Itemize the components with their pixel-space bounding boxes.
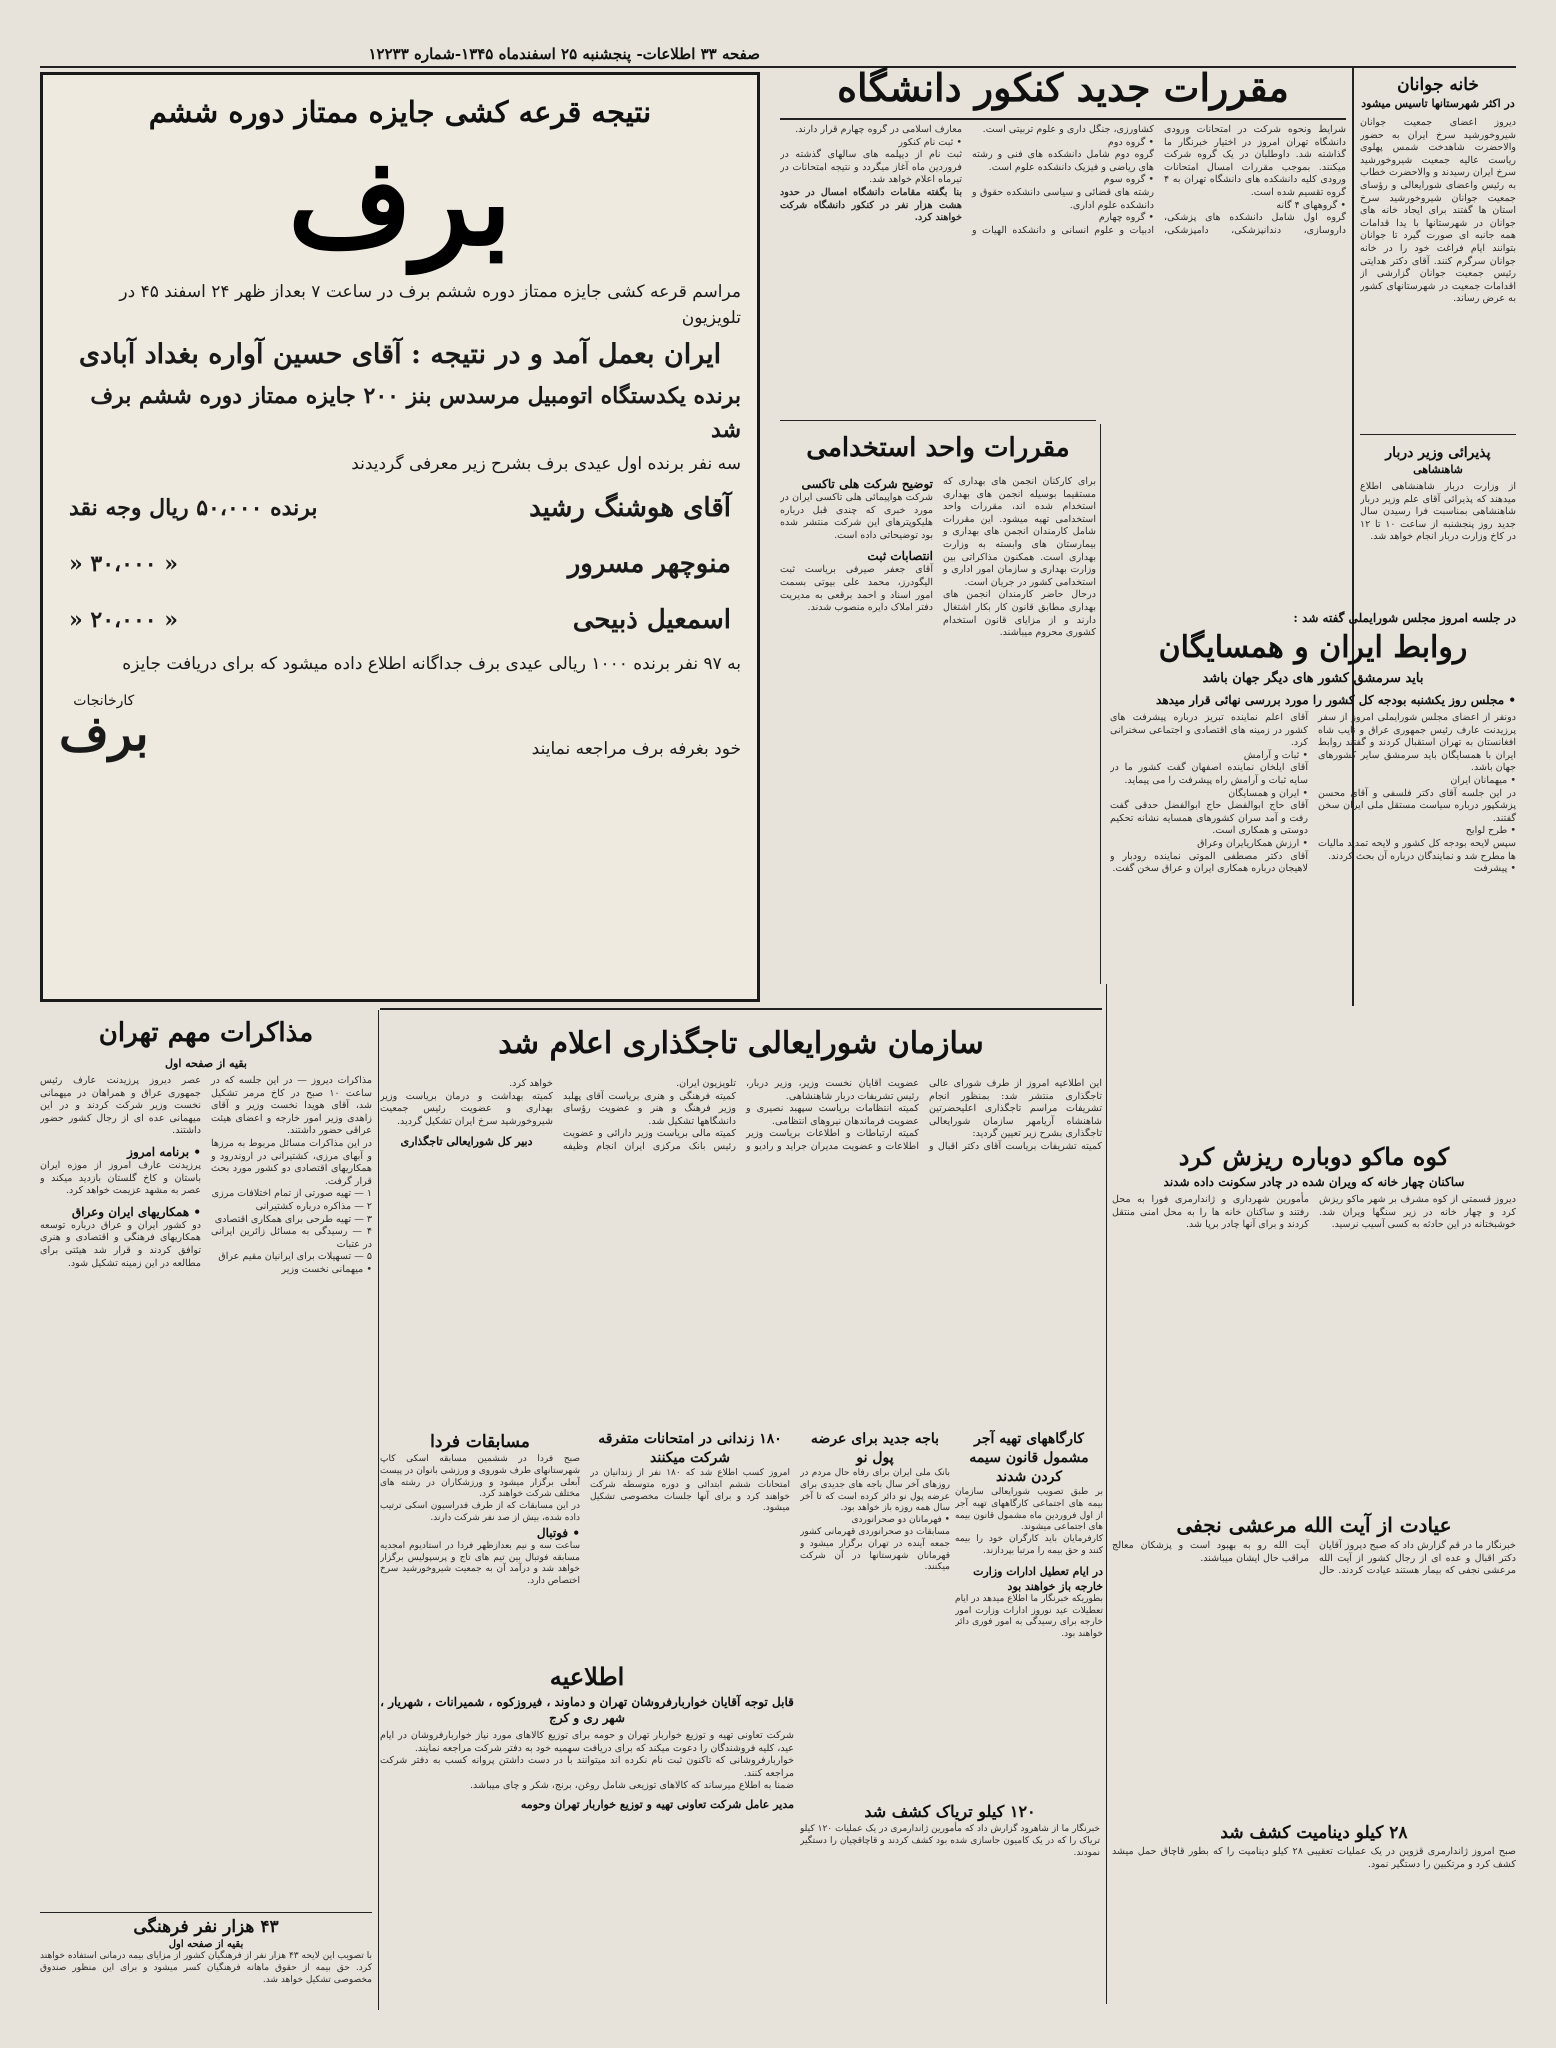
headline: ۱۲۰ کیلو تریاک کشف شد <box>864 1802 1036 1821</box>
winner-name: منوچهر مسرور <box>567 549 731 579</box>
article-signature: دبیر کل شورایعالی تاجگذاری <box>400 1135 533 1149</box>
article-lead: بقیه از صفحه اول <box>168 1939 244 1950</box>
article-university-title <box>780 60 1346 116</box>
ad-closing: خود بغرفه برف مراجعه نمایند <box>531 739 741 759</box>
ad-winner-3 <box>69 595 731 645</box>
ad-winner-1 <box>69 483 731 533</box>
article-body: خبرنگار ما از شاهرود گزارش داد که مأمورین ژاندارمری در یک عملیات ۱۲۰ کیلو تریاک را که در یک کامیون جاسازی شده بود کشف کردند و قاچاقچیان را دستگیر نمودند. <box>800 1824 1100 1858</box>
article-columns <box>1110 712 1516 876</box>
barf-advertisement <box>40 72 760 1002</box>
article-body: دونفر از اعضای مجلس شورایملی امروز از سفر پرزیدنت عارف رئیس جمهوری عراق و نایب شاه افغانستان به تهران استقبال کردند و گفتند روابط ایران با همسایگان باید سرمشق سایر کشورهای جهان باشد. • میهمانان ایران در این جلسه آقای دکتر فلسفی و آقای محسن پزشکپور درباره سیاست مستقل ملی ایران سخن گفتند. • طرح لوایح سپس لایحه بودجه کل کشور و لایحه تمدید مالیات ها مطرح شد و نمایندگان درباره آن بحث کردند. • پیشرفت آقای اعلم نماینده تبریز درباره پیشرفت های کشور در زمینه های اقتصادی و اجتماعی سخنرانی کرد. • ثبات و آرامش آقای ایلخان نماینده اصفهان گفت کشور ما در سایه ثبات و آرامش راه پیشرفت را می پیماید. • ایران و همسایگان آقای حاج ابوالفضل حاج ابوالفضل حدقی گفت رفت و آمد سران کشورهای همسایه نشانه تحکیم دوستی و همکاری است. • ارزش همکاریایران وعراق آقای دکتر مصطفی الموتی نماینده رودبار و لاهیجان درباره همکاری ایران و عراق سخن گفت. <box>1110 712 1516 875</box>
article-stats: بنا بگفته مقامات دانشگاه امسال در حدود هشت هزار نفر در کنکور دانشگاه شرکت خواهند کرد. <box>780 186 962 224</box>
ad-company-brand: برف <box>59 706 149 762</box>
article-body: شرایط ونحوه شرکت در امتحانات ورودی دانشگاه تهران امروز در اختیار خبرنگار ما گذاشته شد. داوطلبان در یک گروه شرکت میکنند. بموجب مقررات امسال امتحانات ورودی کلیه دانشکده های دانشگاه تهران به ۴ گروه تقسیم شده است. • گروههای ۴ گانه گروه اول شامل دانشکده های پزشکی، داروسازی، دندانپزشکی، دامپزشکی، کشاورزی، جنگل داری و علوم تربیتی است. • گروه دوم گروه دوم شامل دانشکده های فنی و رشته های ریاضی و فیزیک دانشکده علوم است. • گروه سوم رشته های قضائی و سیاسی دانشکده حقوق و دانشکده علوم اداری. • گروه چهارم ادبیات و علوم انسانی و دانشکده الهیات و معارف اسلامی در گروه چهارم قرار دارند. • ثبت نام کنکور ثبت نام از دیپلمه های سالهای گذشته در فروردین ماه آغاز میگردد و نتیجه امتحانات در تیرماه اعلام خواهد شد. <box>780 124 1346 236</box>
article-body: ساعت سه و نیم بعدازظهر فردا در استادیوم امجدیه مسابقه فوتبال بین تیم های تاج و پرسپولیس برگزار خواهد شد و درآمد آن به جمعیت شیروخورشید سرخ اختصاص دارد. <box>380 1540 580 1587</box>
winner-name: آقای هوشنگ رشید <box>529 493 731 523</box>
article-columns <box>40 1075 372 1277</box>
article-notice <box>380 1660 794 1930</box>
article-prisoner-exams <box>590 1430 790 1650</box>
article-body: دو کشور ایران و عراق درباره توسعه همکاریهای فرهنگی و اقتصادی و هنری توافق کردند و قرار شد هیئتی برای مطالعه در این زمینه تشکیل شود. <box>40 1219 201 1269</box>
headline: ۲۸ کیلو دینامیت کشف شد <box>1220 1823 1408 1843</box>
article-new-money <box>800 1430 950 1790</box>
article-employment-title <box>780 424 1096 472</box>
article-body: شرکت تعاونی تهیه و توزیع خواربار تهران و حومه برای توزیع کالاهای مورد نیاز خواربارفروشان در ایام عید، کلیه فروشندگان را دعوت میکند که برای دریافت سهمیه خود به دفتر شرکت مراجعه نمایند. خواربارفروشانی که تاکنون ثبت نام نکرده اند میتوانند با در دست داشتن پروانه کسب به دفتر شرکت مراجعه کنند. ضمنا به اطلاع میرساند که کالاهای توزیعی شامل روغن، برنج، شکر و چای میباشد. <box>380 1730 794 1792</box>
article-columns <box>1112 1540 1516 1578</box>
article-tehran-talks <box>40 1010 372 1910</box>
subheadline: در اکثر شهرستانها تاسیس میشود <box>1361 97 1515 110</box>
headline: سازمان شورایعالی تاجگذاری اعلام شد <box>498 1026 984 1061</box>
headline: ۱۸۰ زندانی در امتحانات متفرقه شرکت میکنند <box>598 1431 782 1466</box>
column-rule <box>378 1010 379 2010</box>
article-body: صبح امروز ژاندارمری قزوین در یک عملیات تعقیبی ۲۸ کیلو دینامیت را که بطور قاچاق حمل میشد کشف کرد و مرتکبین را دستگیر نمود. <box>1112 1846 1516 1870</box>
headline: پذیرائی وزیر دربار <box>1385 445 1491 461</box>
ad-others: به ۹۷ نفر برنده ۱۰۰۰ ریالی عیدی برف جداگانه اطلاع داده میشود که برای دریافت جایزه <box>122 654 741 674</box>
headline: روابط ایران و همسایگان <box>1158 630 1468 665</box>
ad-grand-prize: برنده یکدستگاه اتومبیل مرسدس بنز ۲۰۰ جایزه ممتاز دوره ششم برف شد <box>90 383 741 443</box>
article-workshops <box>955 1430 1103 1830</box>
article-lead: بقیه از صفحه اول <box>165 1057 247 1070</box>
headline: خانه جوانان <box>1397 75 1479 95</box>
article-competition <box>380 1430 580 1650</box>
subheadline: توضیح شرکت هلی تاکسی <box>801 477 933 491</box>
page-header: صفحه ۳۳ اطلاعات- پنجشنبه ۲۵ اسفندماه ۱۳۴۵-شماره ۱۲۲۳۳ <box>368 45 760 63</box>
article-body: مذاکرات دیروز — در این جلسه که در ساعت ۱۰ صبح در کاخ مرمر تشکیل شد، آقای هویدا نخست وزیر و آقای زاهدی وزیر امور خارجه و اعضای هیئت عراقی حضور داشتند. در این مذاکرات مسائل مربوط به مرزها و آبهای مرزی، کشتیرانی در اروندرود و همکاریهای اقتصادی دو کشور مورد بحث قرار گرفت. ۱ — تهیه صورتی از تمام اختلافات مرزی ۲ — مذاکره درباره کشتیرانی ۳ — تهیه طرحی برای همکاری اقتصادی ۴ — رسیدگی به مسائل زائرین ایرانی در عتبات ۵ — تسهیلات برای ایرانیان مقیم عراق • میهمانی نخست وزیر عصر دیروز پرزیدنت عارف رئیس جمهوری عراق و همراهان در میهمانی نخست وزیر شرکت کردند و در این میهمانی عده ای از رجال کشور حضور داشتند. <box>40 1075 372 1275</box>
winner-amount: « ۲۰،۰۰۰ « <box>69 607 179 633</box>
subheadline: باید سرمشق کشور های دیگر جهان باشد <box>1202 671 1424 686</box>
article-intro: در جلسه امروز مجلس شورایملی گفته شد : <box>1293 611 1516 625</box>
article-body: با تصویب این لایحه ۴۳ هزار نفر از فرهنگیان کشور از مزایای بیمه درمانی استفاده خواهند کرد. حق بیمه از حقوق ماهانه فرهنگیان کسر میشود و برای این منظور صندوق مخصوصی تشکیل خواهد شد. <box>40 1951 372 1985</box>
subheadline: قابل توجه آقایان خواربارفروشان تهران و دماوند ، فیروزکوه ، شمیرانات ، شهریار ، شهر ری و کرج <box>380 1695 794 1725</box>
article-body: دیروز قسمتی از کوه مشرف بر شهر ماکو ریزش کرد و چهار خانه در زیر سنگها ویران شد. خوشبختانه در این حادثه به کسی آسیب نرسید. مأمورین شهرداری و ژاندارمری فورا به محل رفتند و ساکنان خانه ها را به محل امنی منتقل کردند و برای آنها چادر برپا شد. <box>1112 1194 1516 1231</box>
subheadline: • مجلس روز یکشنبه بودجه کل کشور را مورد بررسی نهائی قرار میدهد <box>1156 693 1516 707</box>
headline: کارگاههای تهیه آجر مشمول قانون سیمه کردن شدند <box>969 1431 1089 1485</box>
article-youth-house <box>1360 74 1516 424</box>
section-rule <box>40 1912 372 1913</box>
subheadline: در ایام تعطیل ادارات وزارت خارجه باز خواهند بود <box>973 1564 1103 1593</box>
headline: مذاکرات مهم تهران <box>98 1018 314 1048</box>
article-body: شرکت هواپیمائی هلی تاکسی ایران در مورد خبری که چندی قبل درباره هلیکوپترهای این شرکت منتشر شده بود توضیحاتی داده است. <box>780 492 933 541</box>
ad-winner-2 <box>69 539 731 589</box>
notice-signature: مدیر عامل شرکت تعاونی تهیه و توزیع خواربار تهران وحومه <box>520 1797 794 1811</box>
subheadline: ساکنان چهار خانه که ویران شده در چادر سکونت داده شدند <box>1163 1175 1465 1189</box>
article-body: بطوریکه خبرنگار ما اطلاع میدهد در ایام تعطیلات عید نوروز ادارات وزارت امور خارجه برای رسیدگی به امور فوری دائر خواهند بود. <box>955 1593 1103 1640</box>
headline: کوه ماکو دوباره ریزش کرد <box>1178 1142 1450 1171</box>
article-body: بر طبق تصویب شورایعالی سازمان بیمه های اجتماعی کارگاههای تهیه آجر از اول فروردین ماه مشمول قانون بیمه های اجتماعی میشوند. کارفرمایان باید کارگران خود را بیمه کنند و حق بیمه را مرتبا بپردازند. <box>955 1487 1103 1556</box>
ad-result-intro: ایران بعمل آمد و در نتیجه : آقای حسین آواره بغداد آبادی <box>78 339 722 370</box>
ad-runners-intro: سه نفر برنده اول عیدی برف بشرح زیر معرفی گردیدند <box>351 454 741 474</box>
ad-headline: نتیجه قرعه کشی جایزه ممتاز دوره ششم <box>148 95 652 129</box>
article-body: خبرنگار ما در قم گزارش داد که صبح دیروز آقایان دکتر اقبال و عده ای از رجال کشور از آیت الله مرعشی نجفی که بیمار هستند عیادت کردند. حال آیت الله رو به بهبود است و پزشکان معالج مراقب حال ایشان میباشند. <box>1112 1540 1516 1577</box>
headline: مسابقات فردا <box>430 1432 530 1452</box>
column-rule <box>1106 984 1107 2004</box>
article-university <box>780 124 1346 424</box>
title-rule <box>780 118 1346 120</box>
section-rule <box>1360 434 1516 435</box>
ad-brand-logo: برف <box>287 132 512 273</box>
subheadline: شاهنشاهی <box>1413 463 1463 476</box>
winner-name: اسمعیل ذبیحی <box>572 605 731 635</box>
winner-amount: برنده ۵۰،۰۰۰ ریال وجه نقد <box>69 495 318 521</box>
section-rule <box>380 1008 1102 1010</box>
article-culture <box>40 1916 372 2006</box>
ad-company-label: کارخانجات <box>73 693 135 709</box>
article-body: دیروز اعضای جمعیت جوانان شیروخورشید سرخ ایران به حضور والاحضرت شاهدخت شمس پهلوی ریاست عالیه جمعیت شیروخورشید سرخ ایران رسیدند و والاحضرت خطاب به رئیس واعضای شورایعالی و رؤسای جمعیت جوانان شیروخورشید سرخ استان ها گفتند برای ایجاد خانه های جوانان در شهرستانها با یدا قدامات همه جانبه ای صورت گیرد تا جوانان بتوانند ایام فراغت خود را در خانه جوانان سرگرم کنند. آقای دکتر هدایتی رئیس جمعیت جوانان گزارشی از اقدامات جمعیت در شهرستانهای کشور به عرض رساند. <box>1360 117 1516 305</box>
headline: باجه جدید برای عرضه پول نو <box>810 1431 940 1466</box>
ad-ceremony: مراسم قرعه کشی جایزه ممتاز دوره ششم برف در ساعت ۷ بعداز ظهر ۲۴ اسفند ۴۵ در تلویزیون <box>119 282 741 328</box>
article-council <box>380 1078 1102 1428</box>
article-dynamite <box>1112 1820 1516 2000</box>
article-body: از وزارت دربار شاهنشاهی اطلاع میدهند که پذیرائی آقای علم وزیر دربار شاهنشاهی بمناسبت فرا رسیدن سال جدید روز پنجشنبه از ساعت ۱۰ تا ۱۲ در کاخ وزارت دربار انجام خواهد شد. <box>1360 481 1516 543</box>
article-ayatollah <box>1112 1510 1516 1810</box>
subheadline: • فوتبال <box>536 1525 580 1540</box>
winner-amount: « ۳۰،۰۰۰ « <box>69 551 179 577</box>
column-rule <box>1100 424 1101 984</box>
article-makou <box>1112 1140 1516 1500</box>
subheadline: انتصابات ثبت <box>867 549 933 564</box>
article-body: برای کارکنان انجمن های بهداری که مستقیما بوسیله انجمن های بهداری استخدام شده اند، مقررات واحد استخدامی تهیه میشود. این مقررات شامل کارمندان انجمن های بهداری و بیمارستان های وابسته به وزارت بهداری است. همکنون مذاکراتی بین وزارت بهداری و سازمان امور اداری و استخدامی کشور در جریان است. درحال حاضر کارمندان انجمن های بهداری مطابق قانون کار بکار اشتغال دارند و از مزایای قانون استخدام کشوری محروم میباشند. <box>943 476 1096 639</box>
article-neighbors <box>1110 610 1516 1130</box>
article-body: پرزیدنت عارف امروز از موزه ایران باستان و کاخ گلستان بازدید میکند و عصر به مشهد عزیمت خواهد کرد. <box>40 1159 201 1197</box>
subheadline: • برنامه امروز <box>127 1144 201 1159</box>
article-body: امروز کسب اطلاع شد که ۱۸۰ نفر از زندانیان در امتحانات ششم ابتدائی و دوره متوسطه شرکت خواهند کرد و برای آنها جلسات مخصوصی تشکیل میشود. <box>590 1468 790 1514</box>
article-body: این اطلاعیه امروز از طرف شورای عالی تاجگذاری منتشر شد: بمنظور انجام تشریفات مراسم تاجگذاری اعلیحضرتین شاهنشاه آریامهر سازمان شورایعالی تاجگذاری بشرح زیر تعیین گردید: کمیته تشریفات بریاست آقای دکتر اقبال و عضویت آقایان نخست وزیر، وزیر دربار، رئیس تشریفات دربار شاهنشاهی. کمیته انتظامات بریاست سپهبد نصیری و عضویت فرماندهان نیروهای انتظامی. کمیته ارتباطات و اطلاعات بریاست وزیر اطلاعات و عضویت مدیران جراید و رادیو و تلویزیون ایران. کمیته فرهنگی و هنری بریاست آقای پهلبد وزیر فرهنگ و هنر و عضویت رؤسای دانشگاهها تشکیل شد. کمیته مالی بریاست وزیر دارائی و عضویت رئیس بانک مرکزی ایران انجام وظیفه خواهد کرد. کمیته بهداشت و درمان بریاست وزیر بهداری و عضویت رئیس جمعیت شیروخورشید سرخ ایران تشکیل گردید. <box>380 1078 1102 1152</box>
headline: مقررات واحد استخدامی <box>806 433 1070 463</box>
article-employment <box>780 476 1096 976</box>
article-body: صبح فردا در ششمین مسابقه اسکی کاپ شهرستانهای طرف شوروی و ورزشی بانوان در پیست آبعلی برگزار میشود و ورزشکاران در رشته های مختلف شرکت خواهند کرد. در این مسابقات که از طرف فدراسیون اسکی ترتیب داده شده، بیش از صد نفر شرکت دارند. <box>380 1454 580 1523</box>
article-council-title <box>380 1014 1102 1074</box>
section-rule <box>780 420 1096 421</box>
article-body: بانک ملی ایران برای رفاه حال مردم در روزهای آخر سال باجه های جدیدی برای عرضه پول نو دائر کرده است که تا آخر سال همه روزه باز خواهد بود. • فهرمانان دو صحرانوردی مسابقات دو صحرانوردی قهرمانی کشور جمعه آینده در تهران برگزار میشود و قهرمانان شهرستانها در آن شرکت میکنند. <box>800 1468 950 1573</box>
headline: مقررات جدید کنکور دانشگاه <box>837 65 1289 110</box>
headline: عیادت از آیت الله مرعشی نجفی <box>1176 1513 1452 1537</box>
subheadline: • همکاریهای ایران وعراق <box>71 1204 201 1219</box>
ad-company-logo <box>59 693 149 762</box>
headline: اطلاعیه <box>549 1662 625 1691</box>
article-minister <box>1360 444 1516 604</box>
ad-footer <box>59 693 741 762</box>
article-columns <box>1112 1194 1516 1232</box>
article-opium <box>800 1800 1100 2000</box>
article-body: آقای جعفر صیرفی بریاست ثبت الیگودرز، محمد علی بیوتی بسمت امور اسناد و احمد برقعی به مدیریت دفتر املاک دایره منصوب شدند. <box>780 564 933 614</box>
headline: ۴۳ هزار نفر فرهنگی <box>133 1917 279 1937</box>
